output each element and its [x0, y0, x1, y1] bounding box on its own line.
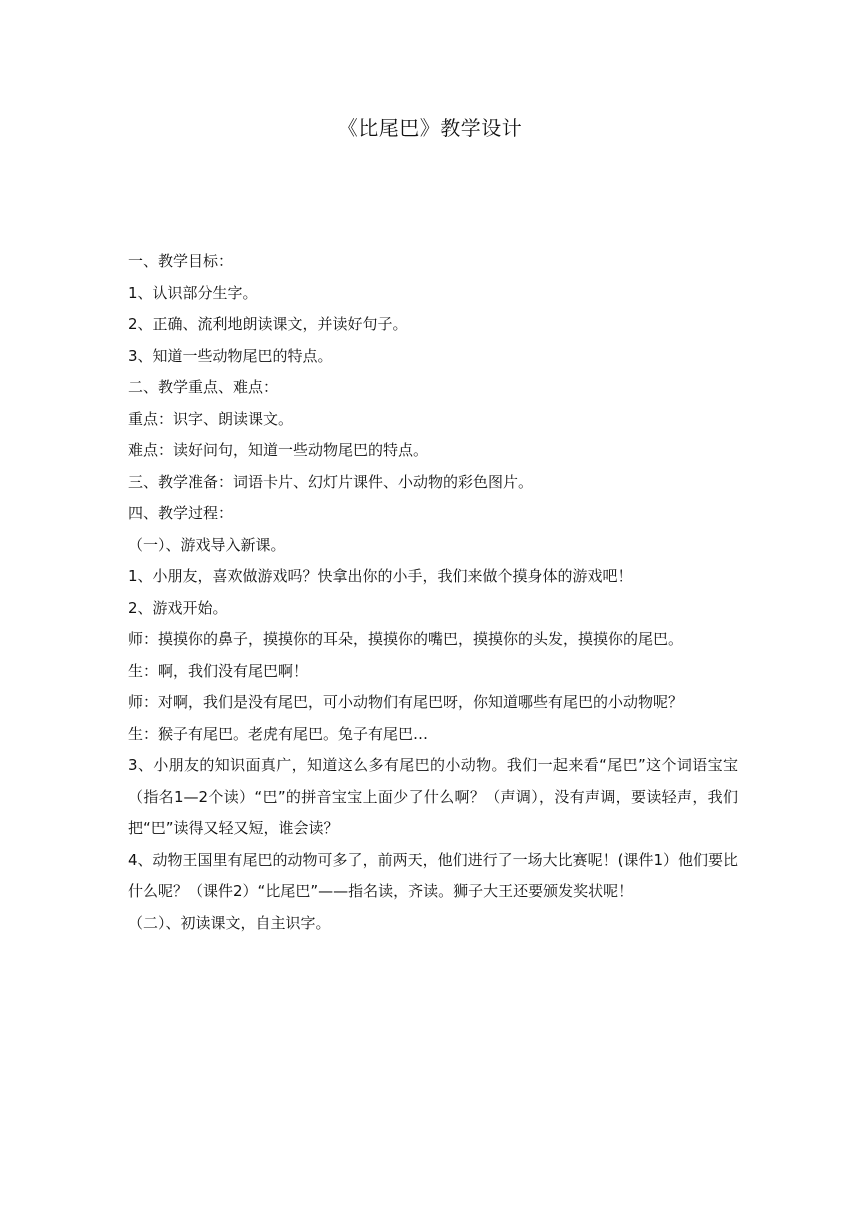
teacher-line: 师：对啊，我们是没有尾巴，可小动物们有尾巴呀，你知道哪些有尾巴的小动物呢？ [128, 693, 684, 711]
objective-item: 3、知道一些动物尾巴的特点。 [128, 346, 333, 365]
difficulty-item: 难点：读好问句，知道一些动物尾巴的特点。 [128, 441, 429, 459]
subsection-heading-game-intro: （一）、游戏导入新课。 [128, 535, 286, 554]
process-step: 2、游戏开始。 [128, 598, 228, 617]
document-title: 《比尾巴》教学设计 [337, 116, 523, 140]
process-step: 3、小朋友的知识面真广，知道这么多有尾巴的小动物。我们一起来看“尾巴”这个词语宝宝（指名1—2个读）“巴”的拼音宝宝上面少了什么啊？（声调），没有声调，要读轻声，我们把“巴”读得又轻又短，谁会读？ [128, 756, 738, 837]
process-step: 4、动物王国里有尾巴的动物可多了，前两天，他们进行了一场大比赛呢！(课件1）他们要比什么呢？（课件2）“比尾巴”——指名读，齐读。狮子大王还要颁发奖状呢！ [128, 850, 738, 900]
document-body [128, 246, 738, 939]
section-heading-objectives: 一、教学目标： [128, 252, 234, 270]
key-point-item: 重点：识字、朗读课文。 [128, 409, 294, 428]
objective-item: 1、认识部分生字。 [128, 283, 258, 302]
process-step: 1、小朋友，喜欢做游戏吗？快拿出你的小手，我们来做个摸身体的游戏吧！ [128, 567, 633, 585]
student-line: 生：啊，我们没有尾巴啊！ [128, 661, 309, 680]
student-line: 生：猴子有尾巴。老虎有尾巴。兔子有尾巴… [128, 724, 429, 743]
section-heading-key-points: 二、教学重点、难点： [128, 378, 279, 396]
teacher-line: 师：摸摸你的鼻子，摸摸你的耳朵，摸摸你的嘴巴，摸摸你的头发，摸摸你的尾巴。 [128, 630, 684, 648]
section-heading-preparation: 三、教学准备：词语卡片、幻灯片课件、小动物的彩色图片。 [128, 472, 534, 491]
objective-item: 2、正确、流利地朗读课文，并读好句子。 [128, 315, 408, 333]
section-heading-process: 四、教学过程： [128, 504, 234, 522]
subsection-heading-first-reading: （二）、初读课文，自主识字。 [128, 913, 331, 932]
